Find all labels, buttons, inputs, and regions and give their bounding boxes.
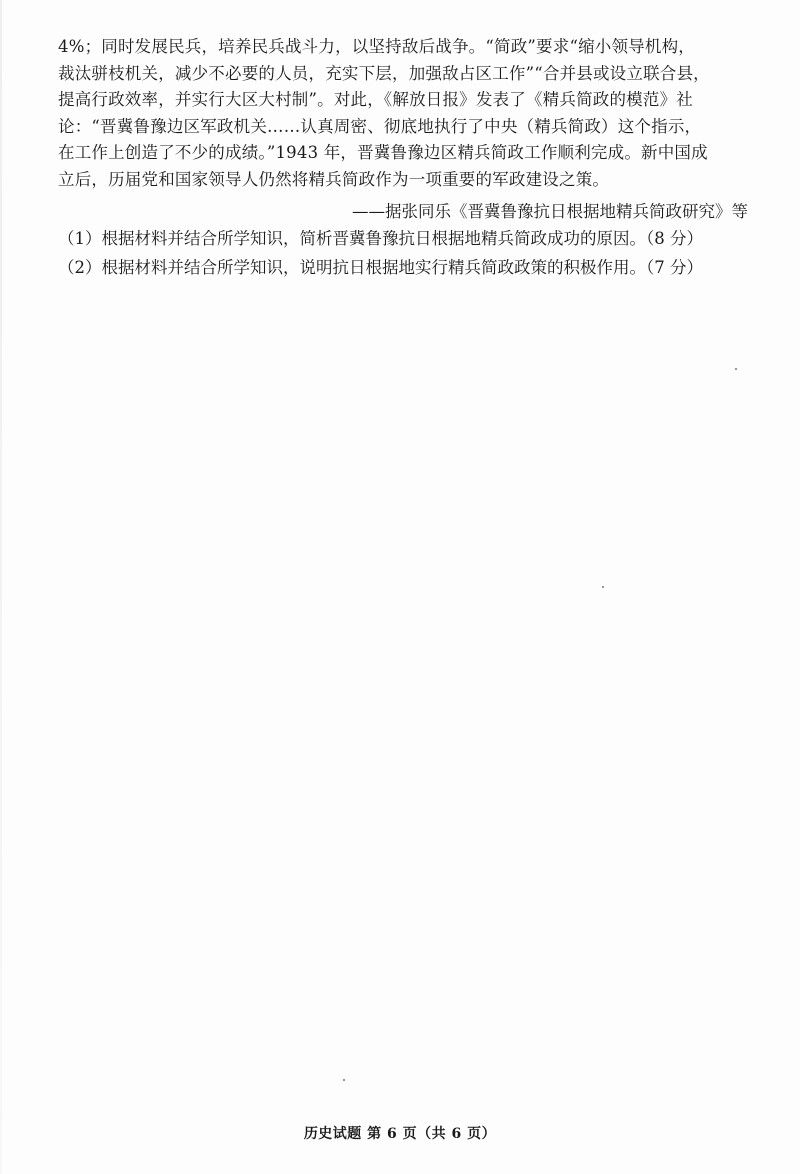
material-passage [58, 34, 748, 221]
question-item: （1）根据材料并结合所学知识，简析晋冀鲁豫抗日根据地精兵简政成功的原因。（8 分） [58, 229, 703, 248]
passage-line: 裁汰骈枝机关，减少不必要的人员，充实下层，加强敌占区工作”“合并县或设立联合县， [58, 63, 710, 83]
question-item: （2）根据材料并结合所学知识，说明抗日根据地实行精兵简政政策的积极作用。（7 分） [58, 258, 703, 277]
scan-speck [343, 1079, 345, 1081]
page-footer: 历史试题 第 6 页（共 6 页） [303, 1126, 497, 1142]
question-list [58, 224, 748, 282]
passage-line: 在工作上创造了不少的成绩。”1943 年，晋冀鲁豫边区精兵简政工作顺利完成。新中国成 [58, 143, 708, 163]
passage-line: 提高行政效率，并实行大区大村制”。对此，《解放日报》发表了《精兵简政的模范》社 [58, 90, 693, 110]
scan-speck [735, 368, 737, 370]
scan-speck [602, 586, 604, 588]
passage-line: 立后，历届党和国家领导人仍然将精兵简政作为一项重要的军政建设之策。 [58, 169, 610, 189]
passage-line: 4%；同时发展民兵，培养民兵战斗力，以坚持敌后战争。“简政”要求“缩小领导机构， [58, 37, 695, 56]
scan-edge-left [0, 0, 2, 1174]
source-citation: ——据张同乐《晋冀鲁豫抗日根据地精兵简政研究》等 [352, 202, 748, 221]
passage-line: 论：“晋冀鲁豫边区军政机关……认真周密、彻底地执行了中央（精兵简政）这个指示， [58, 116, 702, 136]
